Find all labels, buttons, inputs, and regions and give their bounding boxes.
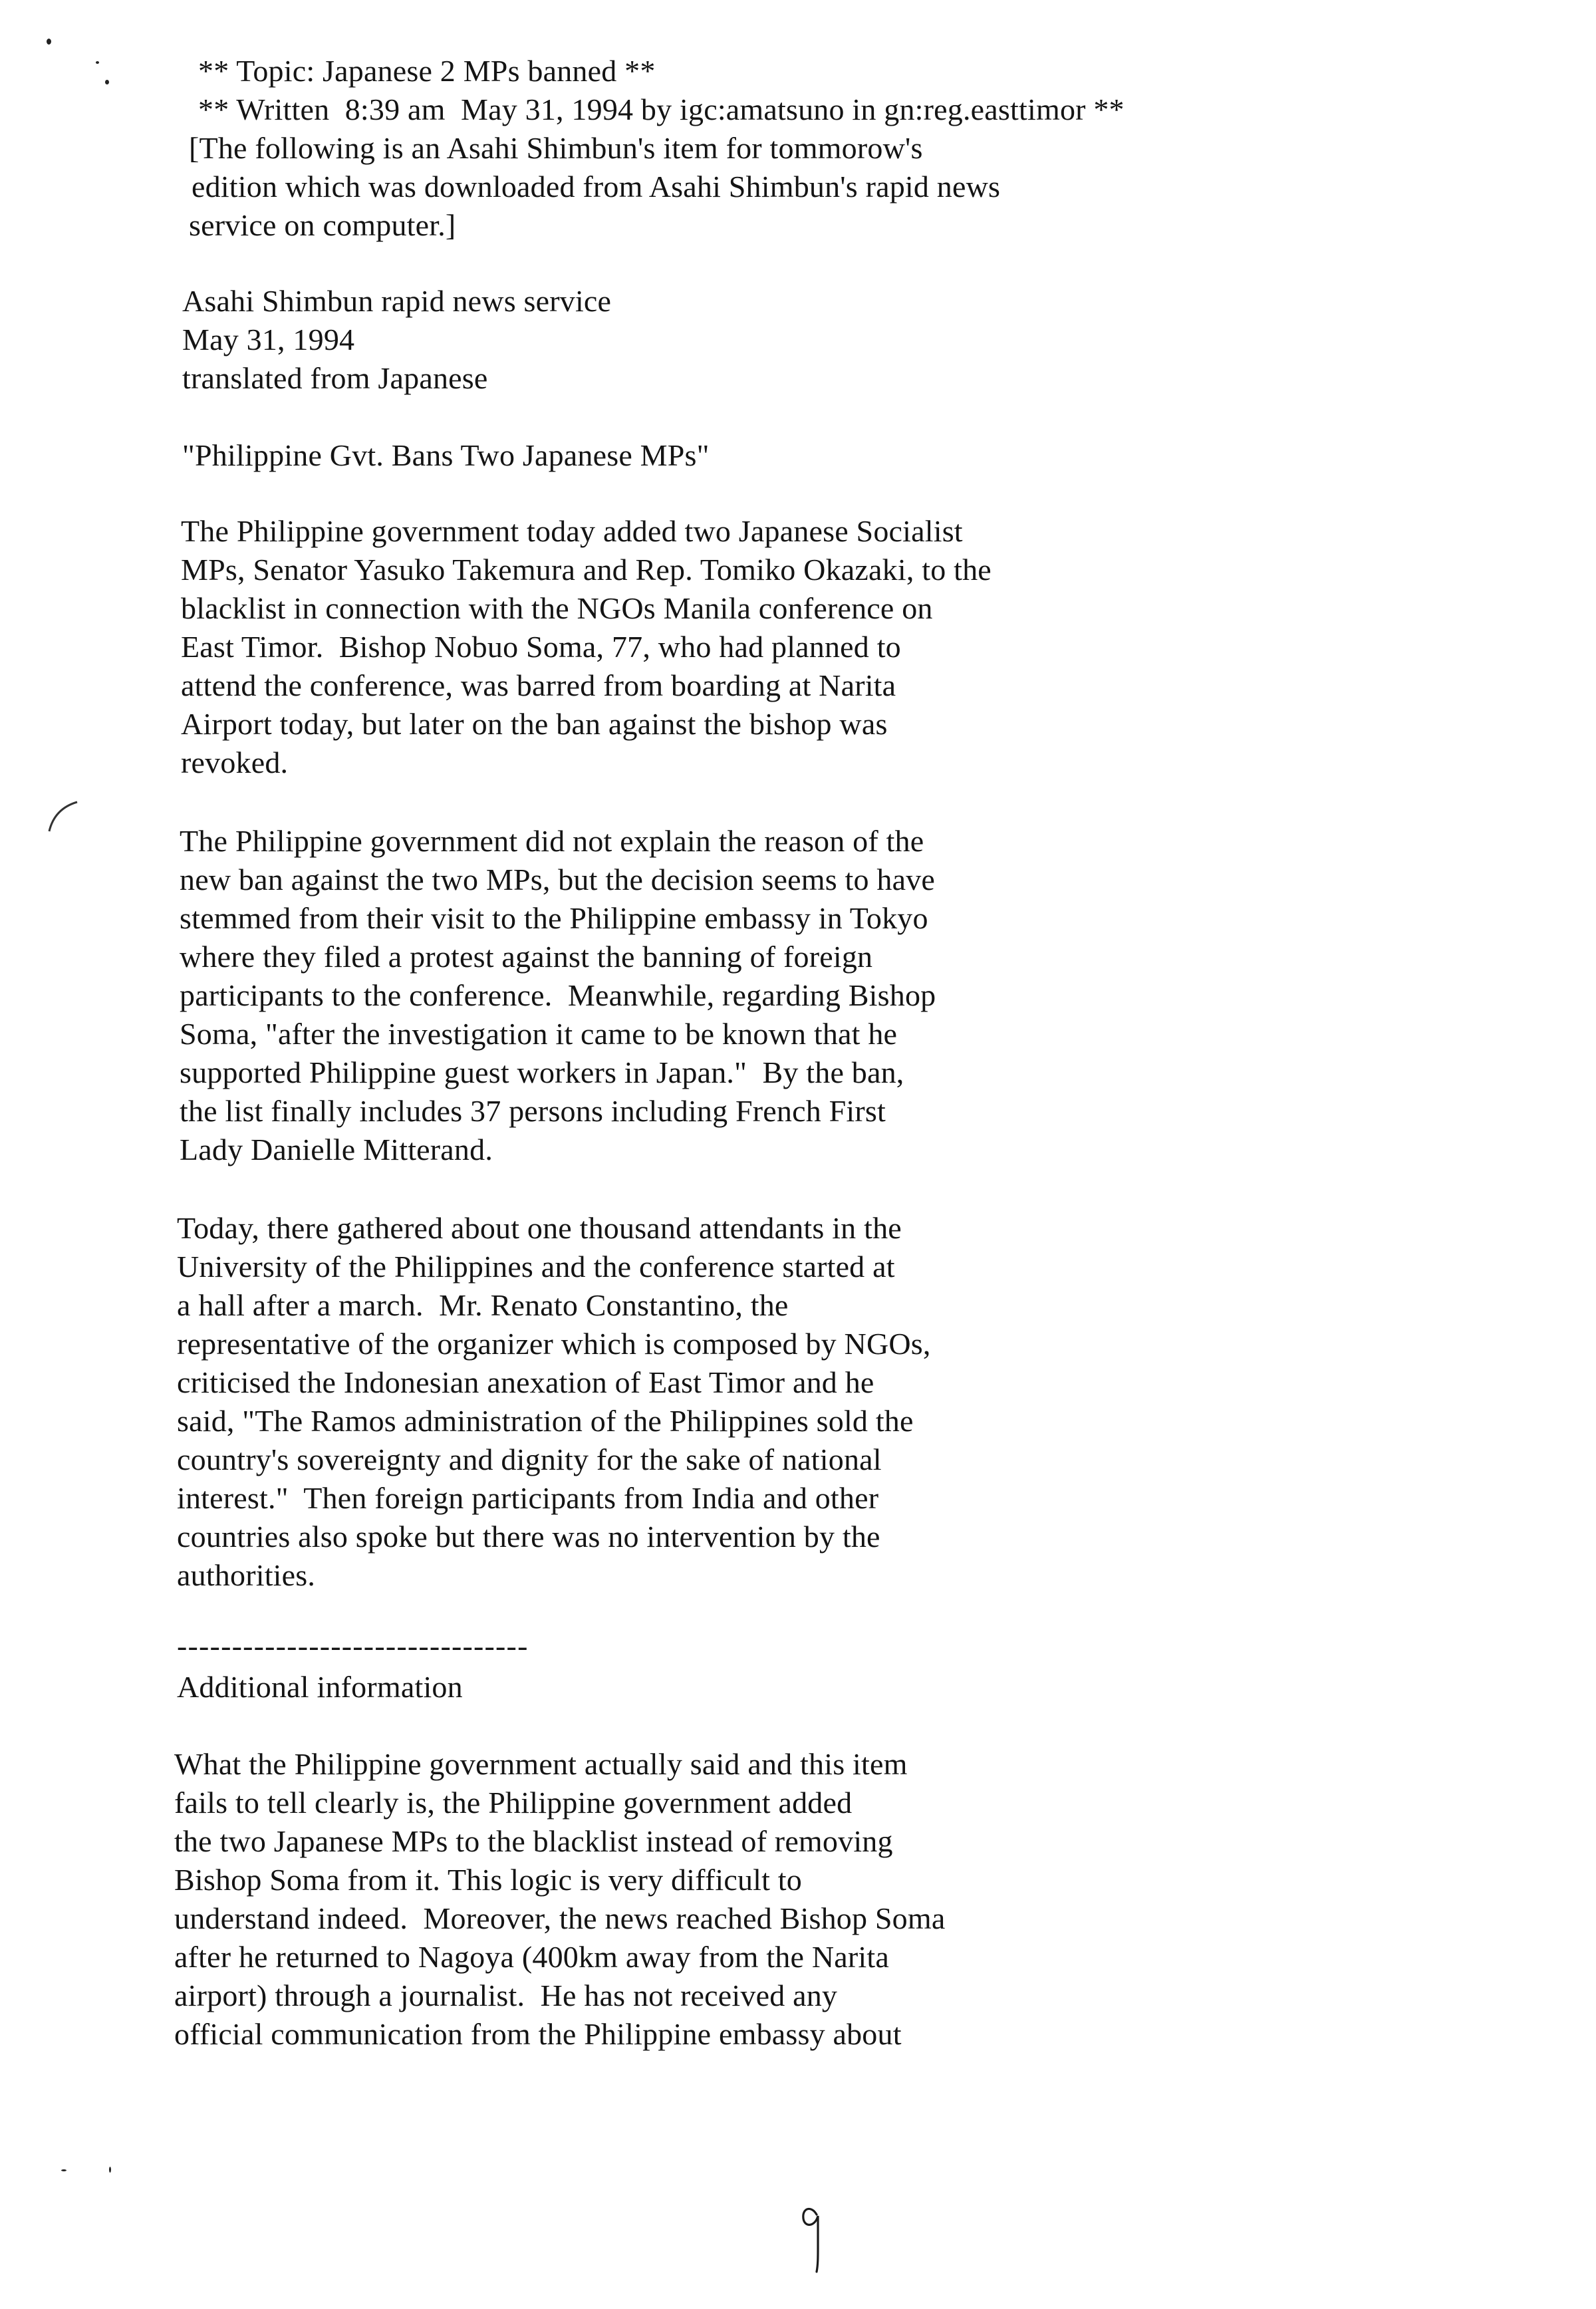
paragraph-line: participants to the conference. Meanwhile, regarding Bishop [180, 978, 936, 1012]
note-line: [The following is an Asahi Shimbun's item for tommorow's [189, 131, 923, 165]
scan-speck [61, 2169, 66, 2171]
paragraph-line: The Philippine government today added two Japanese Socialist [181, 514, 963, 548]
paragraph-line: interest." Then foreign participants from India and other [177, 1481, 879, 1515]
additional-line: the two Japanese MPs to the blacklist instead of removing [174, 1824, 893, 1858]
paragraph-line: Airport today, but later on the ban against the bishop was [181, 707, 888, 741]
paragraph-line: The Philippine government did not explain the reason of the [180, 824, 924, 858]
paragraph-line: Lady Danielle Mitterand. [180, 1133, 493, 1166]
additional-line: after he returned to Nagoya (400km away from the Narita [174, 1940, 889, 1974]
page-number-handwritten [798, 2200, 825, 2274]
note-line: edition which was downloaded from Asahi Shimbun's rapid news [192, 170, 1001, 204]
additional-line: official communication from the Philippine embassy about [174, 2017, 902, 2051]
source-line: May 31, 1994 [182, 323, 355, 356]
paragraph-line: country's sovereignty and dignity for the sake of national [177, 1442, 882, 1476]
paragraph-line: revoked. [181, 746, 289, 779]
paragraph-line: MPs, Senator Yasuko Takemura and Rep. Tomiko Okazaki, to the [181, 553, 992, 587]
additional-heading: Additional information [177, 1670, 463, 1704]
paragraph-line: supported Philippine guest workers in Japan." By the ban, [180, 1055, 904, 1089]
paragraph-line: the list finally includes 37 persons including French First [180, 1094, 886, 1128]
paragraph-line: authorities. [177, 1558, 316, 1592]
additional-line: understand indeed. Moreover, the news reached Bishop Soma [174, 1901, 946, 1935]
paragraph-line: representative of the organizer which is composed by NGOs, [177, 1327, 931, 1361]
paragraph-line: where they filed a protest against the banning of foreign [180, 940, 873, 974]
source-line: translated from Japanese [182, 361, 488, 395]
paragraph-line: said, "The Ramos administration of the Philippines sold the [177, 1404, 914, 1438]
stray-pen-mark [45, 797, 85, 837]
article-headline: "Philippine Gvt. Bans Two Japanese MPs" [182, 438, 710, 472]
written-line: ** Written 8:39 am May 31, 1994 by igc:amatsuno in gn:reg.easttimor ** [198, 92, 1125, 126]
paragraph-line: East Timor. Bishop Nobuo Soma, 77, who had planned to [181, 630, 901, 664]
scan-speck [109, 2167, 111, 2173]
section-divider: -------------------------------- [177, 1629, 529, 1663]
note-line: service on computer.] [189, 208, 456, 242]
paragraph-line: attend the conference, was barred from boarding at Narita [181, 668, 896, 702]
topic-line: ** Topic: Japanese 2 MPs banned ** [198, 54, 656, 88]
paragraph-line: criticised the Indonesian anexation of East Timor and he [177, 1365, 874, 1399]
additional-line: fails to tell clearly is, the Philippine government added [174, 1786, 853, 1820]
scan-speck [47, 39, 51, 45]
paragraph-line: a hall after a march. Mr. Renato Constantino, the [177, 1288, 789, 1322]
paragraph-line: countries also spoke but there was no intervention by the [177, 1520, 880, 1554]
source-line: Asahi Shimbun rapid news service [182, 284, 612, 318]
paragraph-line: Today, there gathered about one thousand attendants in the [177, 1211, 902, 1245]
paragraph-line: new ban against the two MPs, but the decision seems to have [180, 863, 936, 896]
additional-line: Bishop Soma from it. This logic is very difficult to [174, 1863, 802, 1897]
scan-speck [96, 61, 99, 64]
paragraph-line: University of the Philippines and the conference started at [177, 1250, 895, 1284]
paragraph-line: Soma, "after the investigation it came to be known that he [180, 1017, 898, 1051]
paragraph-line: stemmed from their visit to the Philippine embassy in Tokyo [180, 901, 928, 935]
additional-line: airport) through a journalist. He has not received any [174, 1978, 838, 2012]
paragraph-line: blacklist in connection with the NGOs Manila conference on [181, 591, 933, 625]
scan-speck [105, 80, 109, 84]
additional-line: What the Philippine government actually said and this item [174, 1747, 908, 1781]
